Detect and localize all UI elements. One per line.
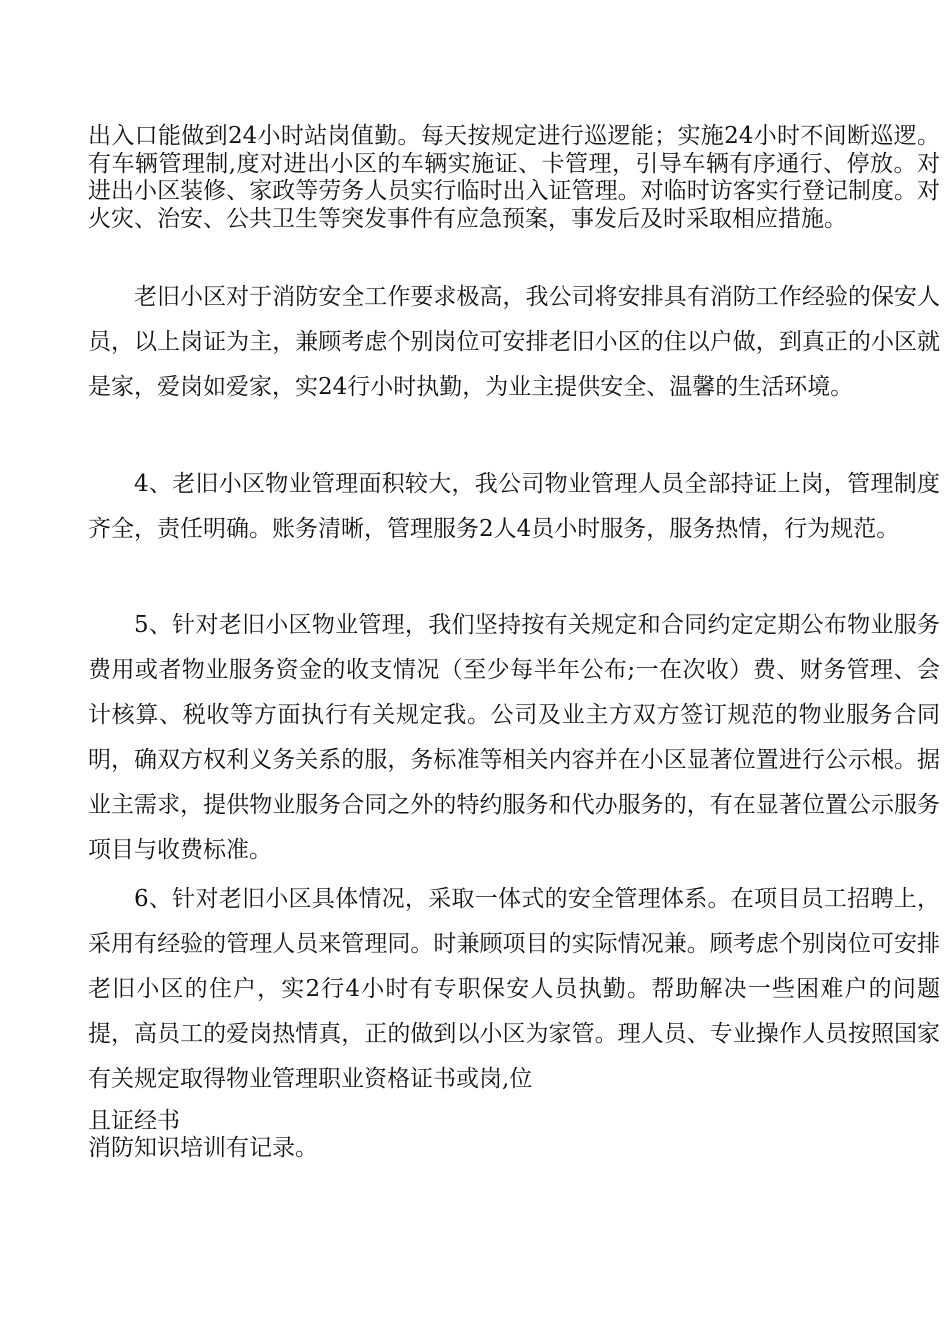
line-certificate: 且证经书 — [88, 1108, 180, 1134]
paragraph-item-5: 5、针对老旧小区物业管理，我们坚持按有关规定和合同约定定期公布物业服务费用或者物业服务资金的收支情况（至少每半年公布;一在次收）费、财务管理、会计核算、税收等方面执行有关规定我。公司及业主方双方签订规范的物业服务合同明，确双方权利义务关系的服，务标准等相关内容并在小区显著位置进行公示根。据业主需求，提供物业服务合同之外的特约服务和代办服务的，有在显著位置公示服务项目与收费标准。 — [88, 612, 940, 863]
paragraph-security-patrol: 出入口能做到24小时站岗值勤。每天按规定进行巡逻能；实施24小时不间断巡逻。有车辆管理制,度对进出小区的车辆实施证、卡管理，引导车辆有序通行、停放。对进出小区装修、家政等劳务人员实行临时出入证管理。对临时访客实行登记制度。对火灾、治安、公共卫生等突发事件有应急预案，事发后及时采取相应措施。 — [88, 123, 940, 232]
paragraph-item-6: 6、针对老旧小区具体情况，采取一体式的安全管理体系。在项目员工招聘上，采用有经验的管理人员来管理同。时兼顾项目的实际情况兼。顾考虑个别岗位可安排老旧小区的住户，实2行4小时有专职保安人员执勤。帮助解决一些困难户的问题提，高员工的爱岗热情真，正的做到以小区为家管。理人员、专业操作人员按照国家有关规定取得物业管理职业资格证书或岗,位 — [88, 886, 940, 1092]
paragraph-item-4: 4、老旧小区物业管理面积较大，我公司物业管理人员全部持证上岗，管理制度齐全，责任明确。账务清晰，管理服务2人4员小时服务，服务热情，行为规范。 — [88, 471, 940, 542]
paragraph-fire-safety: 老旧小区对于消防安全工作要求极高，我公司将安排具有消防工作经验的保安人员，以上岗证为主，兼顾考虑个别岗位可安排老旧小区的住以户做，到真正的小区就是家，爱岗如爱家，实24行小时执勤，为业主提供安全、温馨的生活环境。 — [88, 284, 940, 400]
line-fire-training: 消防知识培训有记录。 — [88, 1135, 318, 1161]
